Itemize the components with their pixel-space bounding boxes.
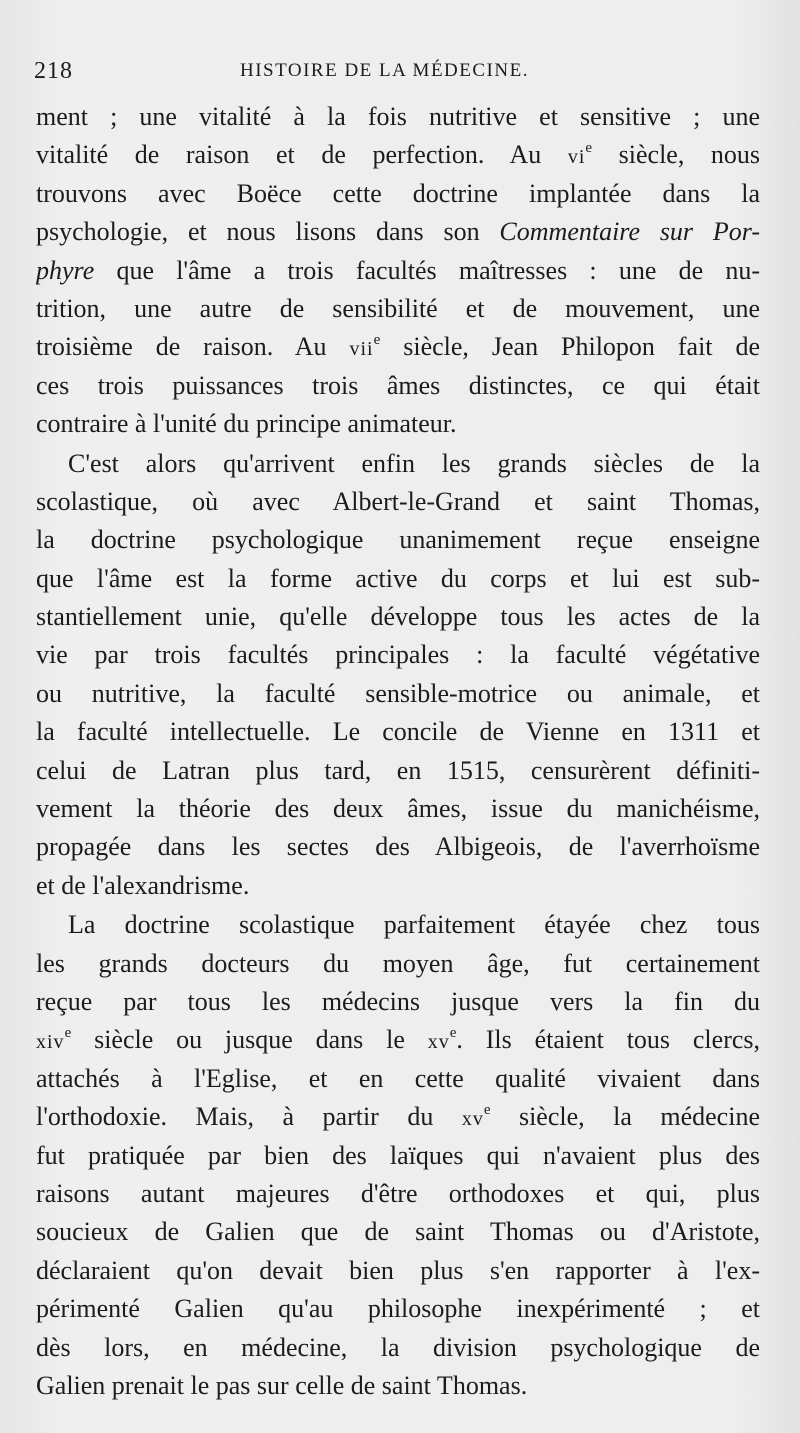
text-line: l'orthodoxie. Mais, à partir du $xv^e$ siècle, la médecine <box>36 1102 760 1132</box>
text-line: dès lors, en médecine, la division psychologique de <box>36 1332 760 1362</box>
text-line: vitalité de raison et de perfection. Au $vi^e$ siècle, nous <box>36 140 760 170</box>
page-header <box>34 58 758 88</box>
text-line: trition, une autre de sensibilité et de mouvement, une <box>36 293 760 323</box>
text-line: La doctrine scolastique parfaitement étayée chez tous <box>68 910 760 940</box>
text-line: stantiellement unie, qu'elle développe tous les actes de la <box>36 602 760 632</box>
text-line: les grands docteurs du moyen âge, fut certainement <box>36 948 760 978</box>
text-line: et de l'alexandrisme. <box>36 870 250 900</box>
text-line: que l'âme est la forme active du corps et lui est sub- <box>36 563 760 593</box>
text-line: C'est alors qu'arrivent enfin les grands siècles de la <box>68 448 760 478</box>
text-line: raisons autant majeures d'être orthodoxes et qui, plus <box>36 1178 760 1208</box>
text-line: reçue par tous les médecins jusque vers la fin du <box>36 986 760 1016</box>
text-line: la faculté intellectuelle. Le concile de Vienne en 1311 et <box>36 717 760 747</box>
text-line: Galien prenait le pas sur celle de saint Thomas. <box>36 1370 528 1400</box>
text-line: celui de Latran plus tard, en 1515, censurèrent définiti- <box>36 755 760 785</box>
text-line: ment ; une vitalité à la fois nutritive et sensitive ; une <box>36 102 760 131</box>
text-line: ou nutritive, la faculté sensible-motrice ou animale, et <box>36 678 760 708</box>
text-line: soucieux de Galien que de saint Thomas ou d'Aristote, <box>36 1217 760 1247</box>
text-line: vie par trois facultés principales : la faculté végétative <box>36 640 760 670</box>
text-line: la doctrine psychologique unanimement reçue enseigne <box>36 525 760 555</box>
page-number: 218 <box>34 58 73 84</box>
text-line: ces trois puissances trois âmes distinctes, ce qui était <box>36 370 760 400</box>
text-line: vement la théorie des deux âmes, issue du manichéisme, <box>36 794 760 824</box>
text-line: phyre que l'âme a trois facultés maîtresses : une de nu- <box>36 255 760 285</box>
text-line: déclaraient qu'on devait bien plus s'en rapporter à l'ex- <box>36 1255 760 1285</box>
text-line: propagée dans les sectes des Albigeois, de l'averrhoïsme <box>36 832 760 862</box>
text-line: xiv$^e$ siècle ou jusque dans le $xv^e$. Ils étaient tous clercs, <box>36 1025 760 1055</box>
text-line: fut pratiquée par bien des laïques qui n'avaient plus des <box>36 1140 760 1170</box>
text-line: trouvons avec Boëce cette doctrine implantée dans la <box>36 178 760 208</box>
text-line: attachés à l'Eglise, et en cette qualité vivaient dans <box>36 1063 760 1093</box>
running-title: HISTOIRE DE LA MÉDECINE. <box>240 60 529 81</box>
body-text <box>36 98 760 1405</box>
text-line: contraire à l'unité du principe animateur. <box>36 409 457 439</box>
text-line: périmenté Galien qu'au philosophe inexpérimenté ; et <box>36 1294 760 1324</box>
text-line: scolastique, où avec Albert-le-Grand et saint Thomas, <box>36 486 760 516</box>
text-line: psychologie, et nous lisons dans son Commentaire sur Por- <box>36 217 760 247</box>
text-line: troisième de raison. Au vii$^e$ siècle, Jean Philopon fait de <box>36 332 760 362</box>
